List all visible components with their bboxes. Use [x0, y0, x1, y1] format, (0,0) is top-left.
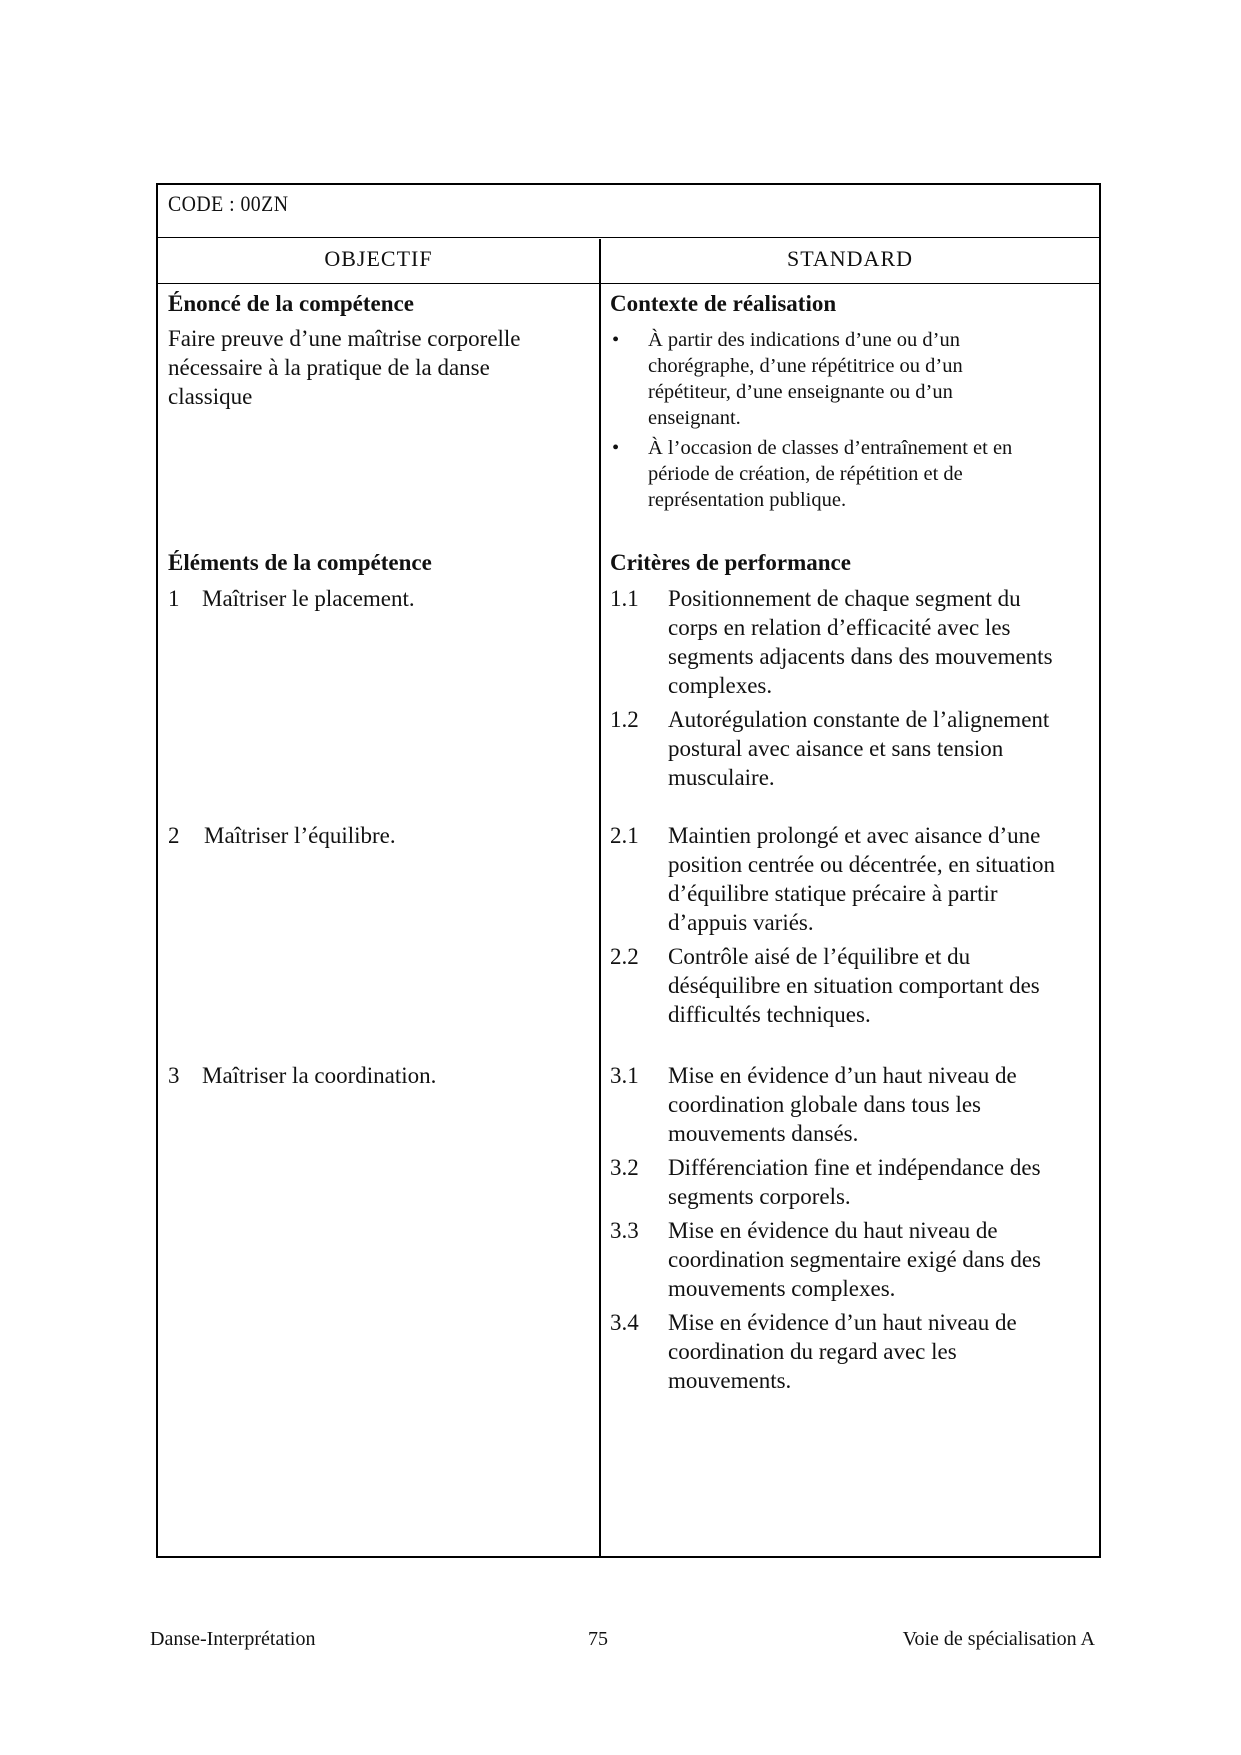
critere-number: 2.2: [610, 944, 639, 969]
contexte-list: [610, 327, 1095, 513]
criteres-group-3: [610, 1061, 1100, 1400]
critere-line: mouvements dansés.: [668, 1121, 859, 1146]
critere-line: musculaire.: [668, 765, 775, 790]
critere-line: segments adjacents dans des mouvements: [668, 644, 1053, 669]
enonce-text: [168, 324, 588, 411]
critere-line: Mise en évidence d’un haut niveau de: [668, 1063, 1017, 1088]
critere-line: coordination globale dans tous les: [668, 1092, 981, 1117]
critere-line: corps en relation d’efficacité avec les: [668, 615, 1011, 640]
contexte-line: enseignant.: [648, 407, 741, 429]
critere-number: 2.1: [610, 823, 639, 848]
contexte-line: À l’occasion de classes d’entraînement et en: [648, 437, 1013, 459]
element-item-2: [168, 821, 396, 850]
competency-table: [156, 183, 1101, 1558]
competency-code: CODE : 00ZN: [168, 191, 289, 216]
critere-number: 3.2: [610, 1155, 639, 1180]
element-text: Maîtriser l’équilibre.: [204, 823, 396, 848]
enonce-line: classique: [168, 384, 253, 409]
element-text: Maîtriser la coordination.: [202, 1063, 437, 1088]
critere-line: postural avec aisance et sans tension: [668, 736, 1004, 761]
critere-line: Positionnement de chaque segment du: [668, 586, 1021, 611]
element-item-1: [168, 584, 415, 613]
bullet-icon: •: [612, 329, 620, 351]
contexte-item: [610, 435, 1095, 513]
header-standard: STANDARD: [786, 246, 914, 271]
criteres-group-1: [610, 584, 1100, 797]
contexte-line: répétiteur, d’une enseignante ou d’un: [648, 381, 953, 403]
critere-line: Autorégulation constante de l’alignement: [668, 707, 1050, 732]
elements-heading: Éléments de la compétence: [168, 550, 432, 575]
critere-item: [610, 1308, 1100, 1395]
enonce-section: [168, 291, 588, 411]
critere-line: déséquilibre en situation comportant des: [668, 973, 1040, 998]
contexte-item: [610, 327, 1095, 431]
critere-item: [610, 1061, 1100, 1148]
element-number: 3: [168, 1063, 180, 1088]
enonce-heading: Énoncé de la compétence: [168, 291, 414, 316]
critere-item: [610, 584, 1100, 700]
critere-item: [610, 942, 1100, 1029]
contexte-heading: Contexte de réalisation: [610, 291, 837, 316]
footer-program-name: Danse-Interprétation: [150, 1628, 316, 1650]
critere-item: [610, 1216, 1100, 1303]
header-objectif: OBJECTIF: [324, 246, 433, 271]
critere-item: [610, 705, 1100, 792]
element-number: 2: [168, 823, 180, 848]
enonce-line: Faire preuve d’une maîtrise corporelle: [168, 326, 521, 351]
critere-number: 1.2: [610, 707, 639, 732]
contexte-line: À partir des indications d’une ou d’un: [648, 329, 960, 351]
critere-line: position centrée ou décentrée, en situation: [668, 852, 1056, 877]
critere-number: 3.1: [610, 1063, 639, 1088]
critere-item: [610, 821, 1100, 937]
critere-line: Mise en évidence d’un haut niveau de: [668, 1310, 1017, 1335]
critere-line: Mise en évidence du haut niveau de: [668, 1218, 998, 1243]
footer-page-number: 75: [588, 1628, 608, 1650]
element-number: 1: [168, 586, 180, 611]
critere-line: coordination segmentaire exigé dans des: [668, 1247, 1041, 1272]
contexte-line: représentation publique.: [648, 489, 847, 511]
critere-number: 1.1: [610, 586, 639, 611]
critere-line: difficultés techniques.: [668, 1002, 871, 1027]
element-item-3: [168, 1061, 436, 1090]
critere-line: Différenciation fine et indépendance des: [668, 1155, 1041, 1180]
critere-line: d’appuis variés.: [668, 910, 814, 935]
element-text: Maîtriser le placement.: [202, 586, 415, 611]
criteres-heading: Critères de performance: [610, 550, 851, 575]
contexte-line: période de création, de répétition et de: [648, 463, 963, 485]
critere-line: coordination du regard avec les: [668, 1339, 957, 1364]
critere-line: mouvements.: [668, 1368, 792, 1393]
critere-line: Contrôle aisé de l’équilibre et du: [668, 944, 971, 969]
enonce-line: nécessaire à la pratique de la danse: [168, 355, 490, 380]
critere-line: segments corporels.: [668, 1184, 851, 1209]
critere-item: [610, 1153, 1100, 1211]
bullet-icon: •: [612, 437, 620, 459]
critere-line: d’équilibre statique précaire à partir: [668, 881, 998, 906]
code-row: [158, 185, 1099, 238]
critere-number: 3.3: [610, 1218, 639, 1243]
column-header-row: [158, 237, 1099, 284]
critere-line: Maintien prolongé et avec aisance d’une: [668, 823, 1041, 848]
column-divider: [599, 239, 601, 1556]
critere-number: 3.4: [610, 1310, 639, 1335]
contexte-section: [610, 291, 1095, 517]
footer-pathway: Voie de spécialisation A: [902, 1628, 1095, 1650]
contexte-line: chorégraphe, d’une répétitrice ou d’un: [648, 355, 963, 377]
critere-line: complexes.: [668, 673, 773, 698]
critere-line: mouvements complexes.: [668, 1276, 896, 1301]
criteres-group-2: [610, 821, 1100, 1034]
